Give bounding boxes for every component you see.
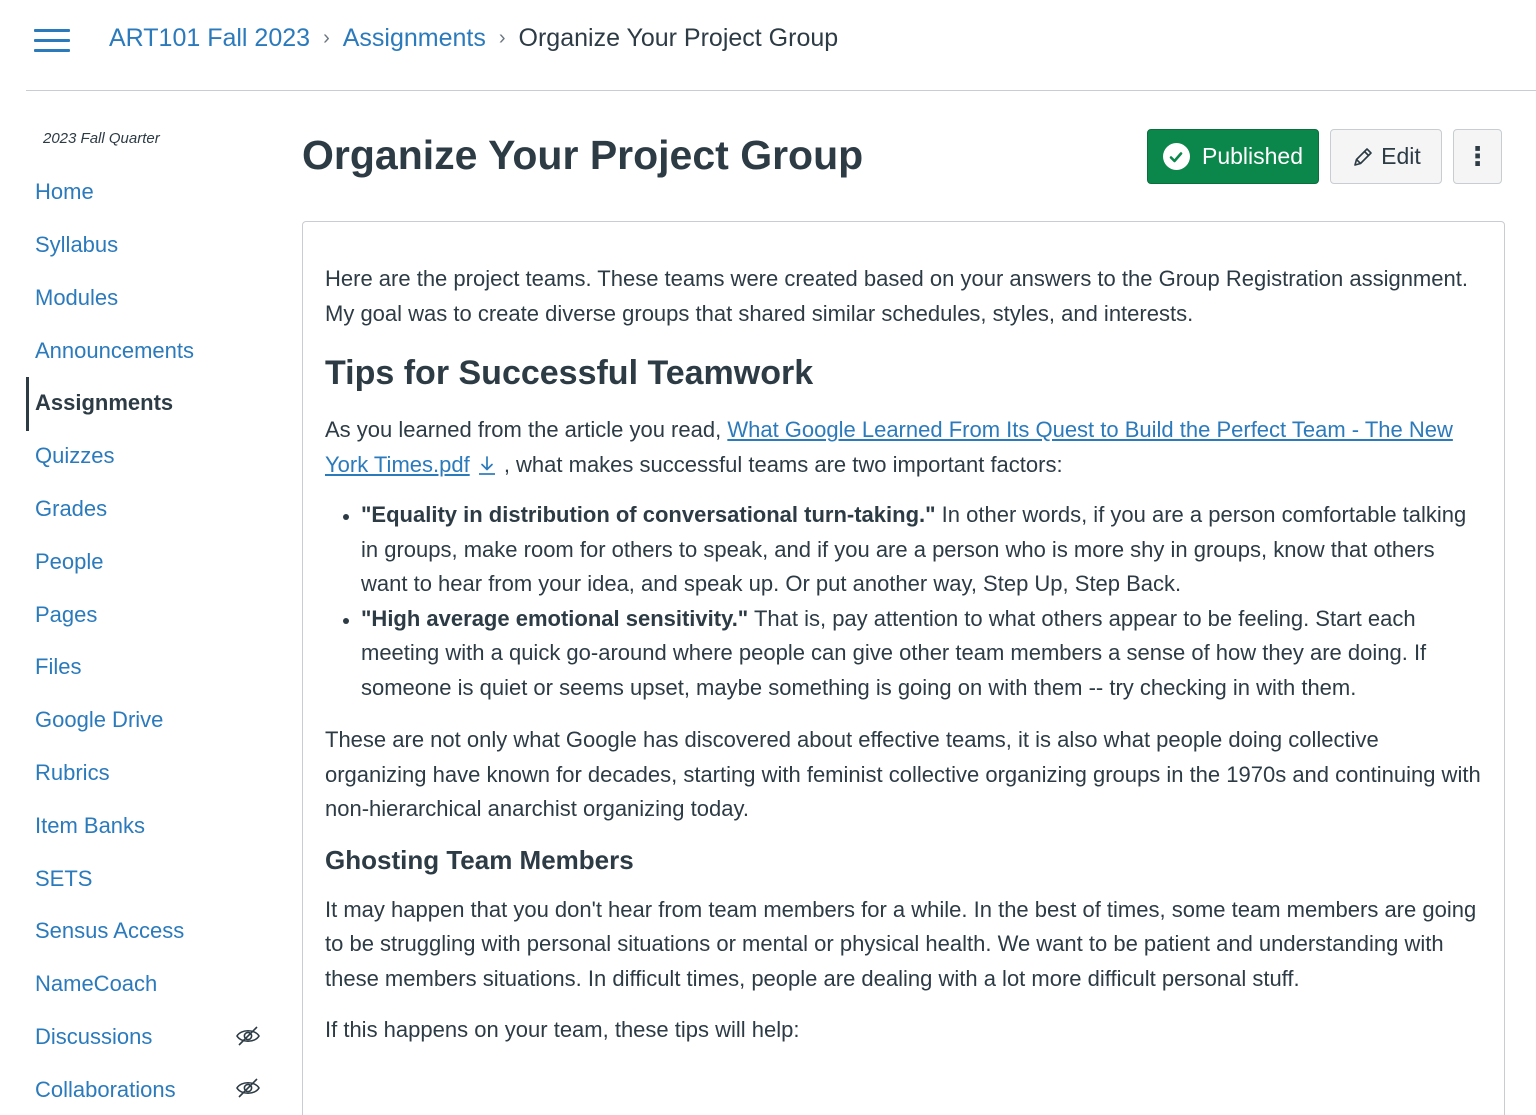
list-item: • "High average emotional sensitivity." That is, pay attention to what others appear to be feeling. Start each meeting with a quick go-around where people can give other team members a sense of how they are doing. If someone is quiet or seems upset, maybe something is going on with them -- try checking in with them. xyxy=(361,602,1485,706)
published-label: Published xyxy=(1201,143,1304,169)
page-title: Organize Your Project Group xyxy=(302,132,864,178)
tips-heading: Tips for Successful Teamwork xyxy=(325,354,814,392)
breadcrumb-separator: › xyxy=(498,27,506,49)
edit-button[interactable] xyxy=(1330,129,1442,184)
collective-paragraph: These are not only what Google has discovered about effective teams, it is also what people doing collective organizing have known for decades, starting with feminist collective organizing groups in the 1970s and continuing with non-hierarchical anarchist organizing today. xyxy=(325,727,1481,821)
sidebar-item-pages[interactable]: Pages xyxy=(35,602,98,627)
sidebar-item-rubrics[interactable]: Rubrics xyxy=(35,760,110,785)
kebab-menu-icon: ⋮ xyxy=(1464,141,1491,171)
hamburger-menu-icon[interactable] xyxy=(34,28,70,54)
breadcrumb-current: Organize Your Project Group xyxy=(518,24,839,52)
sidebar-item-item-banks[interactable]: Item Banks xyxy=(35,813,146,838)
breadcrumb-separator: › xyxy=(323,27,330,49)
tips-intro-paragraph: If this happens on your team, these tips will help: xyxy=(325,1017,800,1042)
pencil-icon xyxy=(1351,145,1375,169)
list-item: • "Equality in distribution of conversational turn-taking." In other words, if you are a person comfortable talking in groups, make room for others to speak, and if you are a person who is more shy in groups, know that others want to hear from your idea, and speak up. Or put another way, Step Up, Step Back. xyxy=(361,498,1485,602)
sidebar-item-quizzes[interactable]: Quizzes xyxy=(35,443,115,468)
sidebar-item-modules[interactable]: Modules xyxy=(35,285,119,310)
top-bar xyxy=(0,0,1536,90)
breadcrumb-course-link[interactable]: ART101 Fall 2023 xyxy=(109,24,311,52)
eye-slash-icon xyxy=(235,1077,261,1099)
ghosting-paragraph: It may happen that you don't hear from team members for a while. In the best of times, some team members are going to be struggling with personal situations or mental or physical health. We want to be patient and understanding with these members situations. In difficult times, people are dealing with a lot more difficult personal stuff. xyxy=(325,896,1477,991)
tips-list xyxy=(325,498,1485,705)
active-indicator xyxy=(26,377,29,431)
article-pdf-link[interactable]: What Google Learned From Its Quest to Build the Perfect Team - The New York Times.pdf xyxy=(325,417,1453,477)
sidebar-item-announcements[interactable]: Announcements xyxy=(35,338,194,363)
more-options-button[interactable] xyxy=(1453,129,1502,184)
term-label: 2023 Fall Quarter xyxy=(43,130,160,147)
eye-slash-icon xyxy=(235,1025,261,1047)
intro-paragraph: Here are the project teams. These teams were created based on your answers to the Group Registration assignment. My goal was to create diverse groups that shared similar schedules, styles, and interests. xyxy=(325,266,1468,326)
sidebar-item-people[interactable]: People xyxy=(35,549,104,574)
sidebar-item-namecoach[interactable]: NameCoach xyxy=(35,971,158,996)
download-icon[interactable] xyxy=(476,454,498,476)
sidebar-item-syllabus[interactable]: Syllabus xyxy=(35,232,119,257)
sidebar-item-grades[interactable]: Grades xyxy=(35,496,108,521)
breadcrumb-assignments-link[interactable]: Assignments xyxy=(342,24,486,52)
sidebar-item-files[interactable]: Files xyxy=(35,654,82,679)
sidebar-item-collaborations[interactable]: Collaborations xyxy=(35,1077,176,1102)
sidebar-item-sets[interactable]: SETS xyxy=(35,866,93,891)
check-circle-icon xyxy=(1163,143,1190,170)
edit-label: Edit xyxy=(1381,143,1421,169)
assignment-description xyxy=(302,221,1505,1115)
course-nav-sidebar xyxy=(0,91,280,1115)
breadcrumb xyxy=(109,24,838,53)
published-button[interactable] xyxy=(1147,129,1319,184)
ghosting-heading: Ghosting Team Members xyxy=(325,844,634,875)
article-paragraph: As you learned from the article you read, What Google Learned From Its Quest to Build the Perfect Team - The New York Times.pdf , what makes successful teams are two important factors: xyxy=(325,417,1453,477)
sidebar-item-sensus-access[interactable]: Sensus Access xyxy=(35,918,185,943)
sidebar-item-google-drive[interactable]: Google Drive xyxy=(35,707,164,732)
sidebar-item-assignments[interactable]: Assignments xyxy=(35,390,174,415)
sidebar-item-discussions[interactable]: Discussions xyxy=(35,1024,153,1049)
sidebar-item-home[interactable]: Home xyxy=(35,179,94,204)
